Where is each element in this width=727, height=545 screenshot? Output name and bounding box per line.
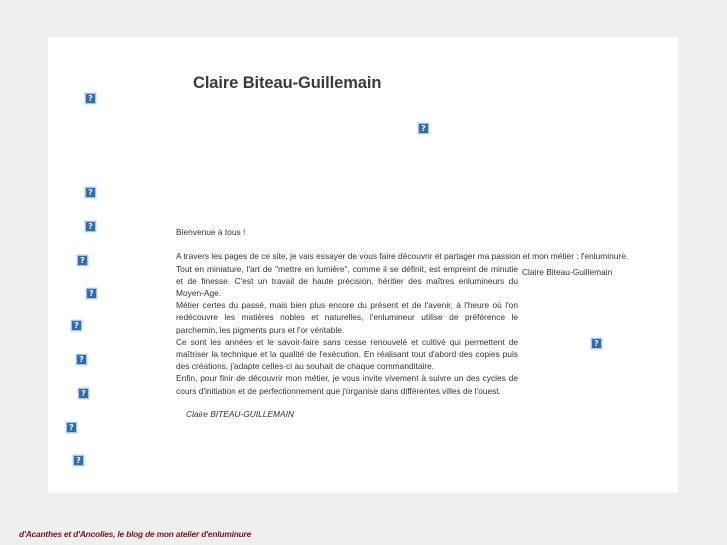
paragraph-courses: Enfin, pour finir de découvrir mon métier, je vous invite vivement à suivre un des cycles de cours d'initiation et de perfectionnement que j'organise dans différentes villes de l'ouest. <box>176 373 518 396</box>
broken-image-icon: ? <box>418 123 429 134</box>
page-title: Claire Biteau-Guillemain <box>193 74 382 92</box>
broken-image-icon: ? <box>591 338 602 349</box>
broken-image-icon[interactable]: ? <box>77 255 88 266</box>
broken-image-icon[interactable]: ? <box>73 455 84 466</box>
paragraph-intro-first-line: A travers les pages de ce site, je vais essayer de vous faire découvrir et partager ma passion et mon métier : l'enluminure. <box>176 251 629 261</box>
signature: Claire BITEAU-GUILLEMAIN <box>186 409 294 419</box>
broken-image-icon[interactable]: ? <box>78 388 89 399</box>
blog-link[interactable]: d'Acanthes et d'Ancolies, le blog de mon atelier d'enluminure <box>19 529 252 539</box>
paragraph-materials: Métier certes du passé, mais bien plus encore du présent et de l'avenir, à l'heure où l'on redécouvre les matières nobles et naturelles, l'enlumineur utilise de préférence le parchemin, les pigments purs et l'or véritable. <box>176 300 518 335</box>
broken-image-icon[interactable]: ? <box>85 221 96 232</box>
broken-image-icon[interactable]: ? <box>66 422 77 433</box>
paragraph-intro: Tout en miniature, l'art de "mettre en lumière", comme il se définit, est empreint de minutie et de finesse. C'est un travail de haute précision, héritier des maîtres enlumineurs du Moyen-Age. <box>176 263 518 298</box>
side-caption: Claire Biteau-Guillemain <box>522 267 613 277</box>
broken-image-icon[interactable]: ? <box>85 93 96 104</box>
paragraph-savoir-faire: Ce sont les années et le savoir-faire sans cesse renouvelé et cultivé qui permettent de maîtriser la technique et la qualité de l'exécution. En réalisant tout d'abord des copies puis des créations, j'adapte celles-ci au souhait de chaque commanditaire. <box>176 336 518 372</box>
broken-image-icon[interactable]: ? <box>76 354 87 365</box>
broken-image-icon[interactable]: ? <box>85 187 96 198</box>
broken-image-icon[interactable]: ? <box>71 320 82 331</box>
greeting: Bienvenue à tous ! <box>176 227 246 237</box>
broken-image-icon[interactable]: ? <box>86 288 97 299</box>
